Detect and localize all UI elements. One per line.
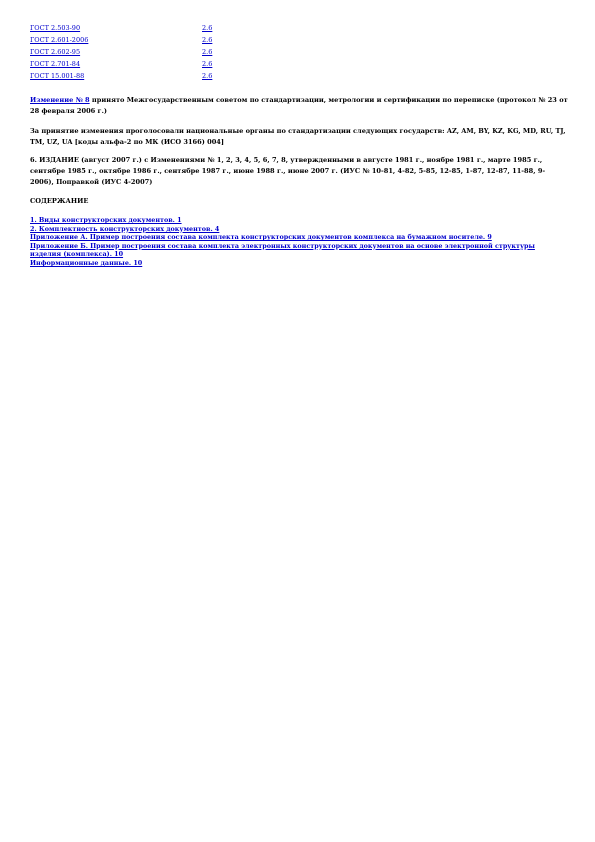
reference-clause-link[interactable]: 2.6	[202, 48, 213, 56]
reference-clause-link[interactable]: 2.6	[202, 24, 213, 32]
reference-table	[30, 22, 212, 82]
toc-link[interactable]: Информационные данные. 10	[30, 258, 143, 267]
reference-document-link[interactable]: ГОСТ 2.701-84	[30, 60, 81, 68]
toc-link[interactable]: 1. Виды конструкторских документов. 1	[30, 216, 182, 224]
reference-row	[30, 70, 212, 82]
toc-link[interactable]: Приложение А. Пример построения состава комплекта конструкторских документов комплекса на бумажном носителе. 9	[30, 233, 492, 242]
voted-paragraph: За принятие изменения проголосовали национальные органы по стандартизации следующих государств: AZ, AM, BY, KZ, KG, MD, RU, TJ, TM, UZ, UA [коды альфа-2 по МК (ИСО 3166) 004]	[30, 127, 566, 146]
reference-document-link[interactable]: ГОСТ 15.001-88	[30, 72, 85, 80]
reference-clause-link[interactable]: 2.6	[202, 72, 213, 80]
reference-document-link[interactable]: ГОСТ 2.602-95	[30, 48, 81, 56]
reference-row	[30, 46, 212, 58]
edition-paragraph: 6. ИЗДАНИЕ (август 2007 г.) с Изменениями № 1, 2, 3, 4, 5, 6, 7, 8, утвержденными в августе 1981 г., ноябре 1981 г., марте 1985 г., сентябре 1985 г., октябре 1986 г., сентябре 1987 г., июне 1988 г., июне 2007 г. (ИУС № 10-81, 4-82, 5-85, 12-85, 1-87, 12-87, 11-88, 9-2006), Поправкой (ИУС 4-2007)	[30, 156, 546, 186]
toc-item	[30, 259, 545, 268]
amendment-text: принято Межгосударственным советом по стандартизации, метрологии и сертификации по переписке (протокол № 23 от 28 февраля 2006 г.)	[30, 96, 568, 115]
amendment-paragraph	[30, 95, 568, 117]
toc-item	[30, 225, 545, 234]
toc-item	[30, 242, 545, 259]
reference-row	[30, 22, 212, 34]
toc-item	[30, 233, 545, 242]
reference-row	[30, 34, 212, 46]
toc-link[interactable]: Приложение Б. Пример построения состава комплекта электронных конструкторских документов на основе электронной структуры изделия (комплекса). 10	[30, 241, 535, 259]
toc-link[interactable]: 2. Комплектность конструкторских документов. 4	[30, 224, 220, 233]
amendment-link[interactable]: Изменение № 8	[30, 96, 90, 104]
reference-clause-link[interactable]: 2.6	[202, 36, 213, 44]
reference-document-link[interactable]: ГОСТ 2.601-2006	[30, 36, 89, 44]
reference-clause-link[interactable]: 2.6	[202, 60, 213, 68]
contents-heading: СОДЕРЖАНИЕ	[30, 197, 89, 205]
reference-document-link[interactable]: ГОСТ 2.503-90	[30, 24, 81, 32]
table-of-contents	[30, 216, 545, 268]
toc-item	[30, 216, 545, 225]
reference-row	[30, 58, 212, 70]
